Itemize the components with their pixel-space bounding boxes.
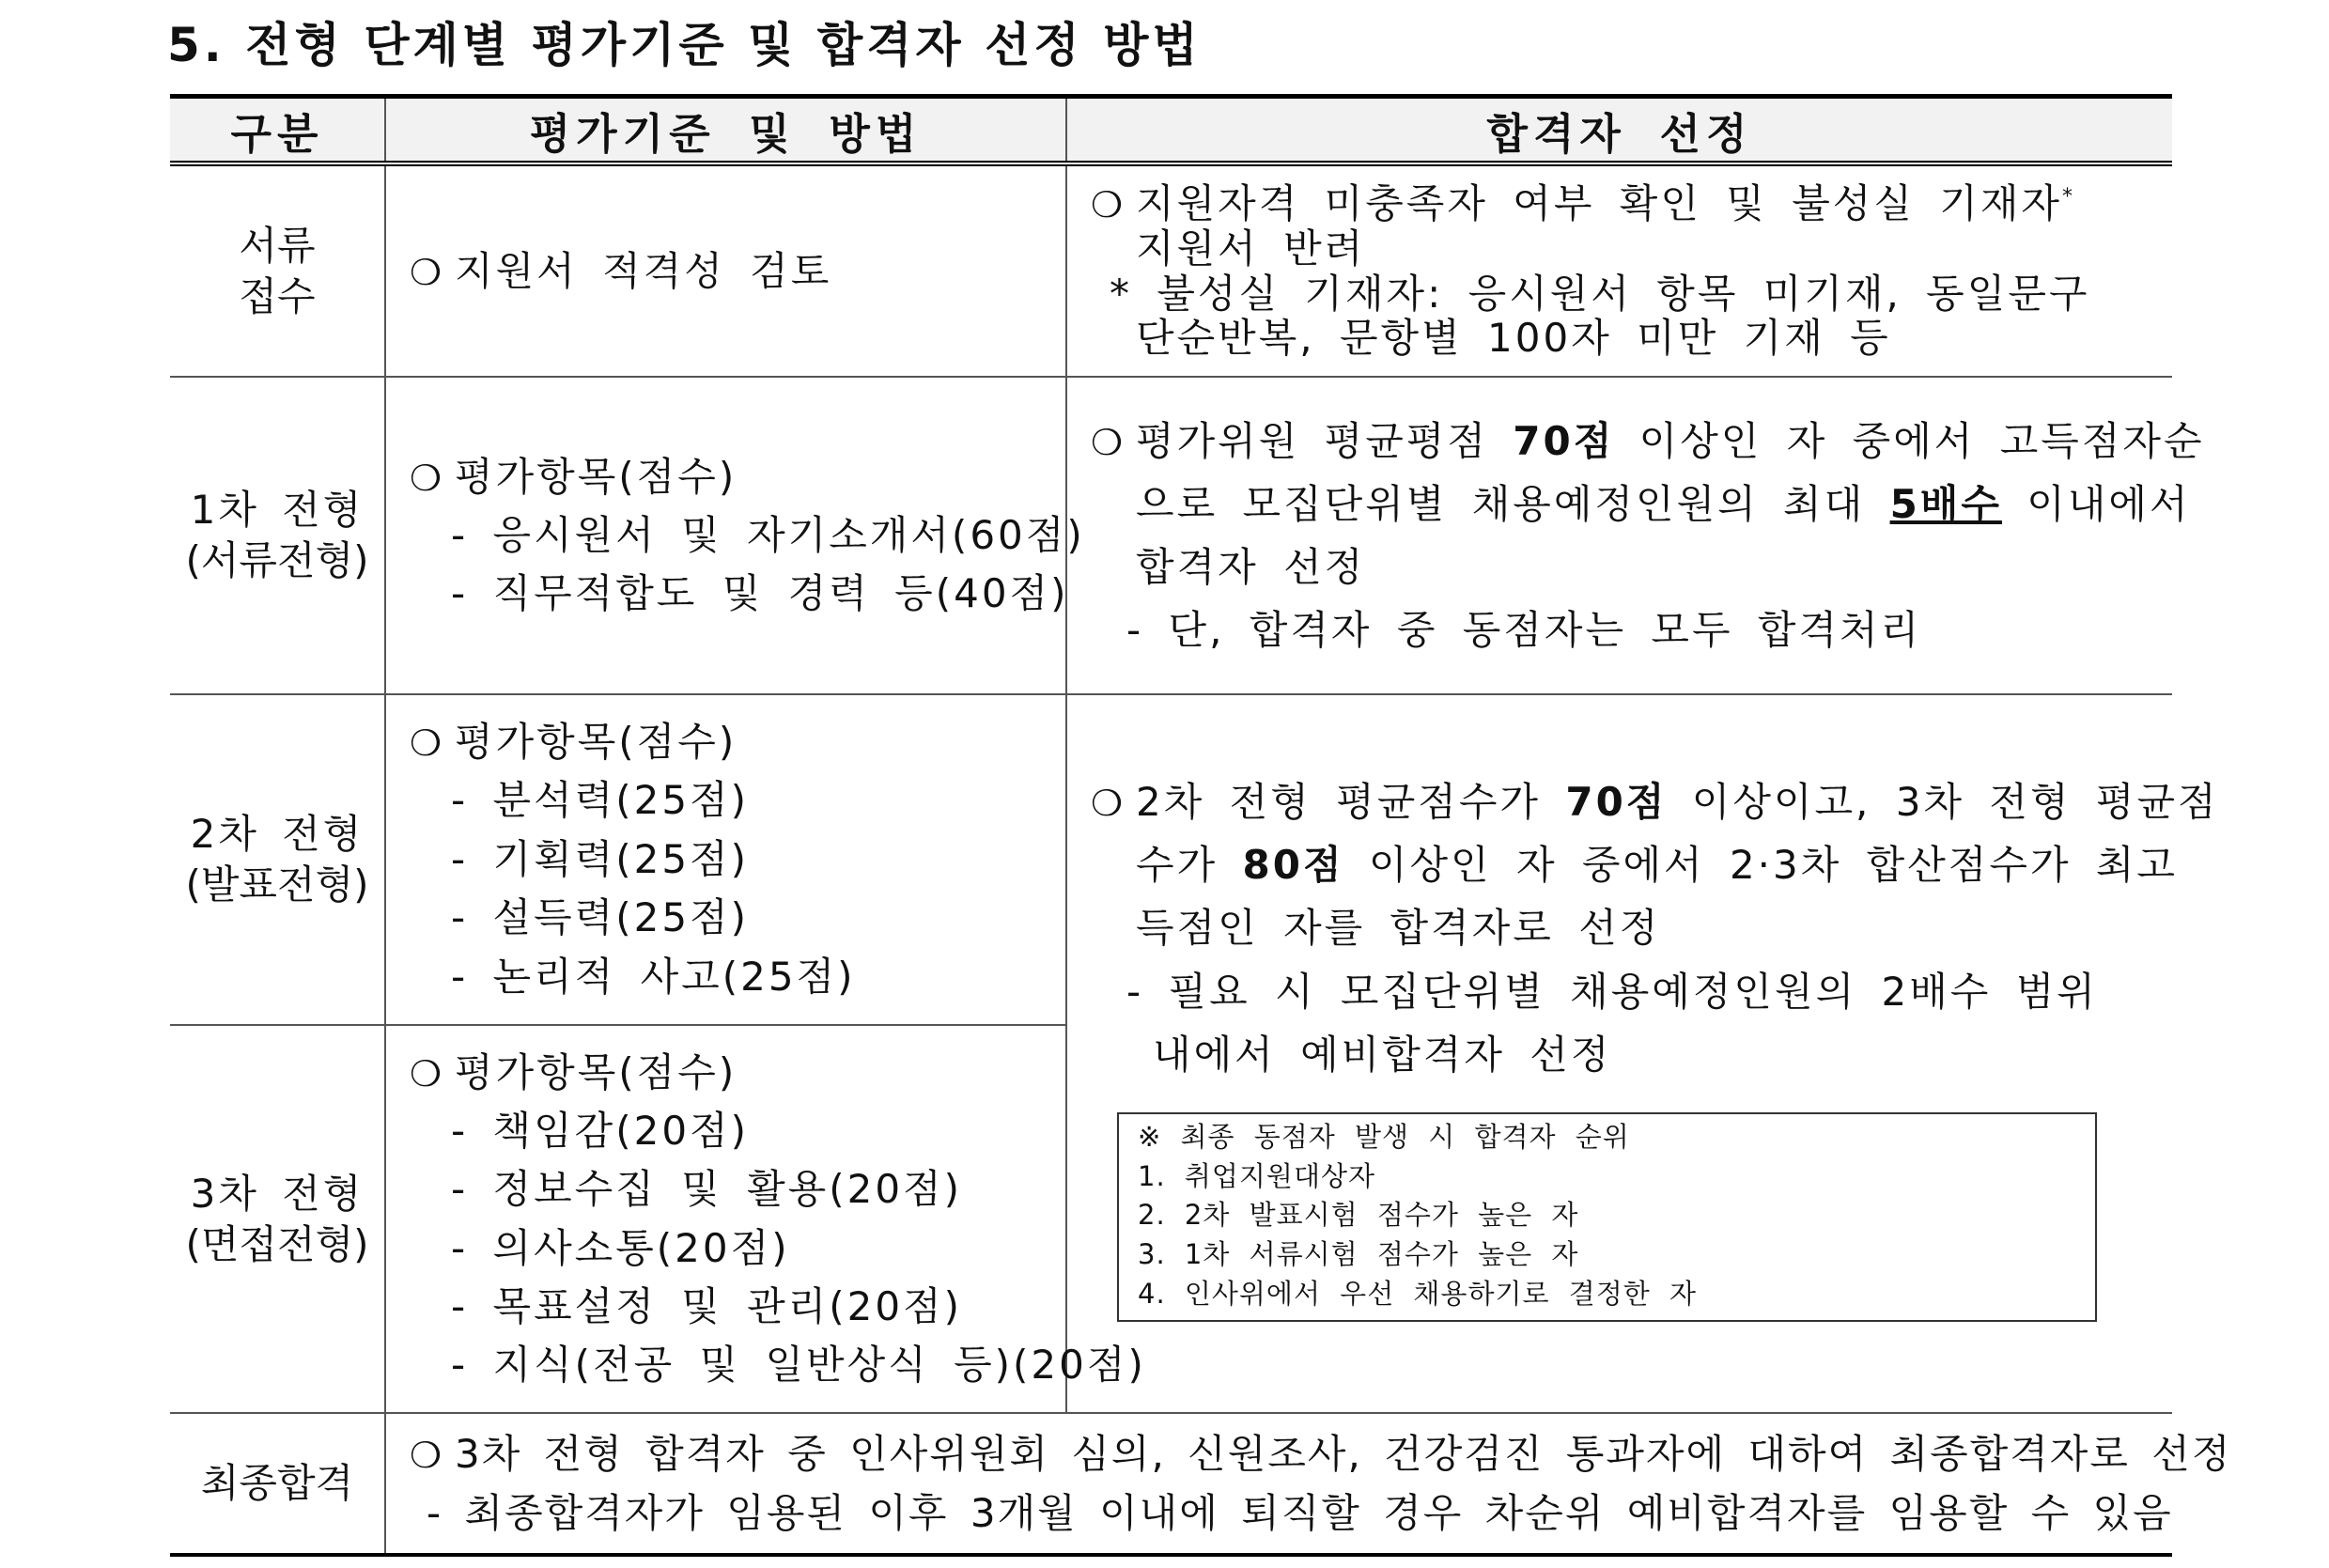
- criteria-second: ❍ 평가항목(점수) - 분석력(25점) - 기획력(25점) - 설득력(25점) - 논리적 사고(25점): [385, 694, 1066, 1025]
- criteria-item: - 의사소통(20점): [451, 1224, 790, 1271]
- note-title: ※ 최종 동점자 발생 시 합격자 순위: [1138, 1120, 1630, 1153]
- table-header-row: [170, 97, 2172, 164]
- section-title: 5. 전형 단계별 평가기준 및 합격자 선정 방법: [167, 18, 1202, 72]
- criteria-item: - 기획력(25점): [451, 835, 750, 882]
- score-highlight: 80점: [1242, 842, 1344, 889]
- criteria-item: - 정보수집 및 활용(20점): [451, 1166, 962, 1213]
- note-item: 3. 1차 서류시험 점수가 높은 자: [1138, 1238, 1579, 1271]
- bullet-icon: ❍: [410, 1053, 445, 1095]
- header-division: 구분: [170, 97, 385, 164]
- stage-third: 3차 전형 (면접전형): [170, 1025, 385, 1413]
- criteria-first: ❍ 평가항목(점수) - 응시원서 및 자기소개서(60점) - 직무적합도 및 경력 등(40점): [385, 377, 1066, 694]
- table-row-first: [170, 377, 2172, 694]
- criteria-item: - 설득력(25점): [451, 894, 750, 941]
- multiple-highlight: 5배수: [1889, 480, 2002, 527]
- footnote: * 불성실 기재자: 응시원서 항목 미기재, 동일문구: [1110, 270, 2090, 317]
- bullet-icon: ❍: [1091, 421, 1126, 463]
- header-selection: 합격자 선정: [1066, 97, 2172, 164]
- criteria-item: - 지식(전공 및 일반상식 등)(20점): [451, 1341, 1146, 1388]
- selection-first: ❍ 평가위원 평균평점 70점 이상인 자 중에서 고득점자순 으로 모집단위별 채용예정인원의 최대 5배수 이내에서 합격자 선정 - 단, 합격자 중 동점자는 모두 합격처리: [1066, 377, 2172, 694]
- note-item: 1. 취업지원대상자: [1138, 1159, 1375, 1192]
- criteria-third: ❍ 평가항목(점수) - 책임감(20점) - 정보수집 및 활용(20점) - 의사소통(20점) - 목표설정 및 관리(20점) - 지식(전공 및 일반상식 등)(20점): [385, 1025, 1066, 1413]
- criteria-item: - 논리적 사고(25점): [451, 953, 856, 1000]
- table-row-second: [170, 694, 2172, 1025]
- bullet-icon: ❍: [410, 722, 445, 764]
- selection-second-third: ❍ 2차 전형 평균점수가 70점 이상이고, 3차 전형 평균점 수가 80점 이상인 자 중에서 2·3차 합산점수가 최고 득점인 자를 합격자로 선정 - 필요 시 모집단위별 채용예정인원의 2배수 범위 내에서 예비합격자 선정 ※ 최종 동점자 발생 시 합격자 순위 1. 취업지원대상자 2. 2차 발표시험 점수가 높은 자 3. 1차 서류시험 점수가 높은 자 4. 인사위에서 우선 채용하기로 결정한 자: [1066, 694, 2172, 1413]
- score-highlight: 70점: [1513, 417, 1615, 464]
- stage-doc: 서류 접수: [170, 163, 385, 377]
- final-description: ❍ 3차 전형 합격자 중 인사위원회 심의, 신원조사, 건강검진 통과자에 대하여 최종합격자로 선정 - 최종합격자가 임용된 이후 3개월 이내에 퇴직할 경우 차순위 예비합격자를 임용할 수 있음: [385, 1413, 2172, 1555]
- header-criteria: 평가기준 및 방법: [385, 97, 1066, 164]
- bullet-icon: ❍: [1091, 783, 1126, 824]
- table-row-final: [170, 1413, 2172, 1555]
- criteria-item: - 책임감(20점): [451, 1108, 750, 1155]
- stage-final: 최종합격: [170, 1413, 385, 1555]
- score-highlight: 70점: [1565, 779, 1668, 825]
- criteria-item: - 분석력(25점): [451, 777, 750, 824]
- criteria-item: - 직무적합도 및 경력 등(40점): [451, 570, 1069, 617]
- note-item: 2. 2차 발표시험 점수가 높은 자: [1138, 1199, 1579, 1232]
- stage-second: 2차 전형 (발표전형): [170, 694, 385, 1025]
- criteria-item: - 목표설정 및 관리(20점): [451, 1282, 962, 1329]
- bullet-icon: ❍: [410, 457, 445, 499]
- table-row-doc: [170, 163, 2172, 377]
- selection-criteria-table: [170, 94, 2232, 1557]
- criteria-item: - 응시원서 및 자기소개서(60점): [451, 511, 1085, 558]
- stage-first: 1차 전형 (서류전형): [170, 377, 385, 694]
- note-item: 4. 인사위에서 우선 채용하기로 결정한 자: [1138, 1277, 1697, 1310]
- bullet-icon: ❍: [410, 252, 445, 293]
- tie-break-note-box: [1117, 1112, 2097, 1322]
- bullet-icon: ❍: [410, 1435, 444, 1476]
- criteria-doc: ❍ 지원서 적격성 검토: [385, 163, 1066, 377]
- selection-doc: ❍ 지원자격 미충족자 여부 확인 및 불성실 기재자* 지원서 반려 * 불성실 기재자: 응시원서 항목 미기재, 동일문구 단순반복, 문항별 100자 미만 기재 등: [1066, 163, 2172, 377]
- bullet-icon: ❍: [1091, 183, 1126, 225]
